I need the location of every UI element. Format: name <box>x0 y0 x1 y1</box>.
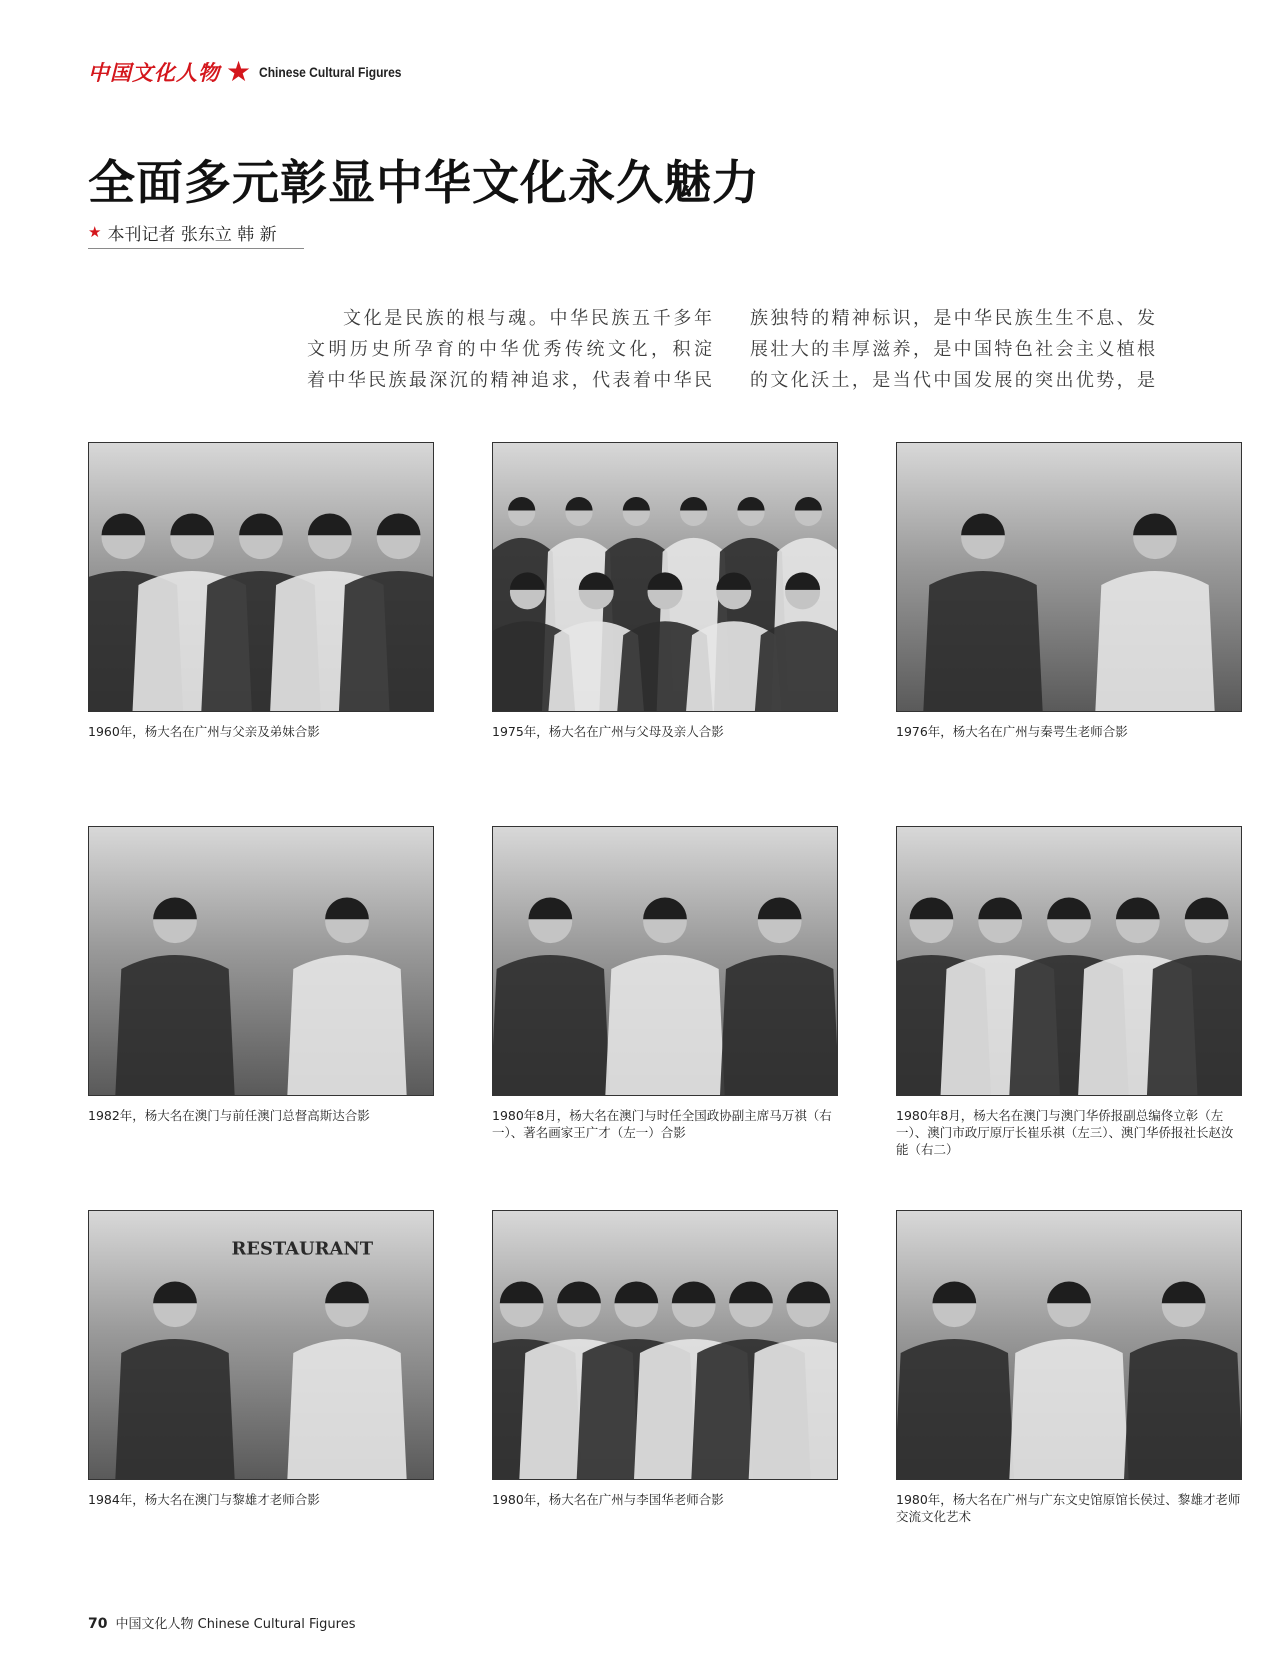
photo-cell <box>492 1210 838 1508</box>
article-title: 全面多元彰显中华文化永久魅力 <box>88 156 760 211</box>
photo-figures <box>89 827 433 1095</box>
person-figure <box>897 1281 1014 1479</box>
byline <box>88 216 304 249</box>
person-figure <box>1147 897 1241 1095</box>
person-figure <box>493 897 610 1095</box>
photo <box>88 1210 434 1480</box>
photo <box>492 826 838 1096</box>
brand-name-en: Chinese Cultural Figures <box>259 64 402 80</box>
intro-line: 文化是民族的根与魂。中华民族五千多年 <box>343 308 712 329</box>
person-figure <box>287 1281 406 1479</box>
star-icon: ★ <box>88 223 102 241</box>
photo-caption: 1982年，杨大名在澳门与前任澳门总督高斯达合影 <box>88 1108 370 1123</box>
person-figure <box>720 897 837 1095</box>
person-figure <box>115 897 234 1095</box>
page-footer <box>88 1613 355 1632</box>
photo-figures <box>493 443 837 711</box>
intro-column-2 <box>750 303 1155 396</box>
photo-caption: 1984年，杨大名在澳门与黎雄才老师合影 <box>88 1492 320 1507</box>
photo-figures <box>897 1211 1241 1479</box>
byline-text: 本刊记者 张东立 韩 新 <box>107 224 277 245</box>
photo-cell <box>492 442 838 740</box>
photo-caption: 1980年，杨大名在广州与李国华老师合影 <box>492 1492 724 1507</box>
photo-caption: 1980年，杨大名在广州与广东文史馆原馆长侯过、黎雄才老师交流文化艺术 <box>896 1492 1241 1524</box>
intro-line: 展壮大的丰厚滋养，是中国特色社会主义植根 <box>750 339 1155 360</box>
intro-line: 文明历史所孕育的中华优秀传统文化，积淀 <box>307 339 712 360</box>
photo-cell <box>896 826 1242 1158</box>
photo-figures <box>897 443 1241 711</box>
person-figure <box>287 897 406 1095</box>
person-figure <box>115 1281 234 1479</box>
person-figure <box>1095 513 1214 711</box>
photo-cell <box>896 442 1242 740</box>
intro-line: 的文化沃土，是当代中国发展的突出优势，是 <box>750 370 1155 391</box>
photo-cell <box>88 442 434 740</box>
photo-figures <box>89 443 433 711</box>
photo-figures <box>493 827 837 1095</box>
photo <box>896 442 1242 712</box>
photo-cell <box>492 826 838 1141</box>
photo <box>88 826 434 1096</box>
photo <box>896 826 1242 1096</box>
person-figure <box>1124 1281 1241 1479</box>
photo <box>492 1210 838 1480</box>
photo <box>896 1210 1242 1480</box>
star-icon: ★ <box>226 55 252 88</box>
photo-figures <box>897 827 1241 1095</box>
photo-cell <box>88 826 434 1124</box>
page-number: 70 <box>88 1616 108 1632</box>
photo-caption: 1980年8月，杨大名在澳门与时任全国政协副主席马万祺（右一）、著名画家王广才（左一）合影 <box>492 1108 832 1140</box>
photo-figures <box>89 1211 433 1479</box>
photo <box>88 442 434 712</box>
photo-cell <box>88 1210 434 1508</box>
photo-caption: 1980年8月，杨大名在澳门与澳门华侨报副总编佟立彰（左一）、澳门市政厅原厅长崔乐祺（左三）、澳门华侨报社长赵汝能（右二） <box>896 1108 1234 1157</box>
photo <box>492 442 838 712</box>
footer-text: 中国文化人物 Chinese Cultural Figures <box>115 1617 356 1632</box>
photo-caption: 1960年，杨大名在广州与父亲及弟妹合影 <box>88 724 320 739</box>
intro-column-1 <box>307 303 712 396</box>
photo-cell <box>896 1210 1242 1525</box>
person-figure <box>605 897 724 1095</box>
photo-caption: 1975年，杨大名在广州与父母及亲人合影 <box>492 724 724 739</box>
restaurant-sign-text: RESTAURANT <box>231 1238 374 1260</box>
person-figure <box>1009 1281 1128 1479</box>
intro-line: 着中华民族最深沉的精神追求，代表着中华民 <box>307 370 712 391</box>
intro-line: 族独特的精神标识，是中华民族生生不息、发 <box>750 308 1155 329</box>
photo-figures <box>493 1211 837 1479</box>
person-figure <box>339 513 433 711</box>
magazine-header <box>88 54 425 90</box>
brand-name-cn: 中国文化人物 <box>88 60 220 85</box>
photo-caption: 1976年，杨大名在广州与秦咢生老师合影 <box>896 724 1128 739</box>
person-figure <box>923 513 1042 711</box>
